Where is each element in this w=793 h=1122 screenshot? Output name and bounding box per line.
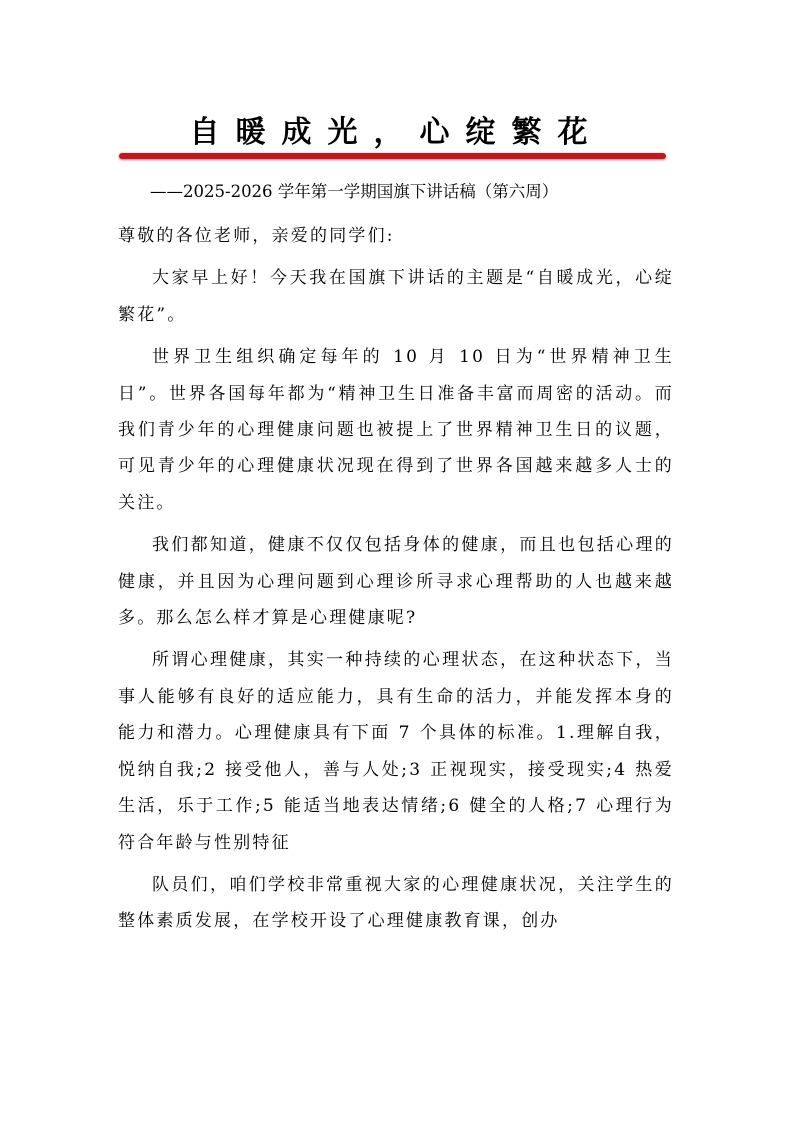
paragraph-2: 世界卫生组织确定每年的 10 月 10 日为“世界精神卫生日”。世界各国每年都为“精神卫生日准备丰富而周密的活动。而我们青少年的心理健康问题也被提上了世界精神卫生日的议题，可见青少年的心理健康状况现在得到了世界各国越来越多人士的关注。 (118, 347, 674, 513)
title-underline-rule (119, 153, 666, 159)
document-title: 自暖成光，心绽繁花 (189, 115, 604, 150)
paragraph-5: 队员们，咱们学校非常重视大家的心理健康状况，关注学生的整体素质发展，在学校开设了心理健康教育课，创办 (118, 874, 674, 932)
paragraph-3: 我们都知道，健康不仅仅包括身体的健康，而且也包括心理的健康，并且因为心理问题到心理诊所寻求心理帮助的人也越来越多。那么怎么样才算是心理健康呢? (118, 535, 674, 629)
paragraph-1: 大家早上好！今天我在国旗下讲话的主题是“自暖成光，心绽繁花”。 (118, 268, 674, 325)
document-subtitle: ——2025-2026 学年第一学期国旗下讲话稿（第六周） (150, 182, 559, 201)
salutation: 尊敬的各位老师，亲爱的同学们: (118, 226, 395, 246)
document-body (118, 218, 674, 940)
paragraph-4: 所谓心理健康，其实一种持续的心理状态，在这种状态下，当事人能够有良好的适应能力，具有生命的活力，并能发挥本身的能力和潜力。心理健康具有下面 7 个具体的标准。1.理解自我，悦纳自我;2 接受他人，善与人处;3 正视现实，接受现实;4 热爱生活，乐于工作;5 能适当地表达情绪;6 健全的人格;7 心理行为符合年龄与性别特征 (118, 650, 674, 853)
